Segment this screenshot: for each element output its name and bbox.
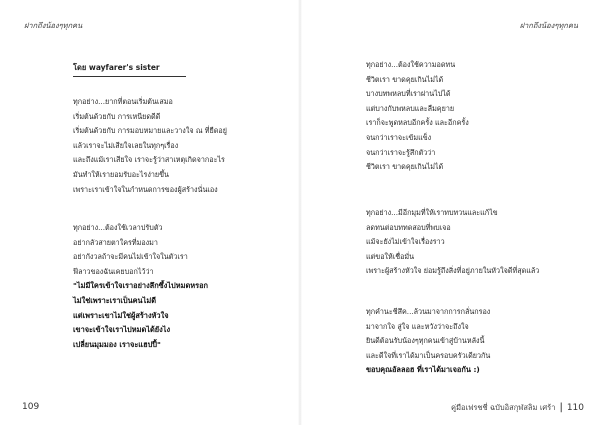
author-byline: โดย wayfarer's sister (73, 63, 160, 72)
right-running-header: ฝากถึงน้องๆทุกคน (519, 21, 578, 30)
left-running-header: ฝากถึงน้องๆทุกคน (24, 21, 83, 30)
text-line: "ไม่มีใครเข้าใจเราอย่างลึกซึ้งไปหมดหรอก (73, 281, 209, 291)
paragraph (366, 305, 490, 378)
text-line: ชีวิตเรา ขาดคุยเกินไม่ได้ (366, 162, 444, 172)
text-line: และถึงแม้เราเสียใจ เราจะรู้ว่าสาเหตุเกิดจากอะไร (73, 155, 225, 165)
text-line: แล้วเราจะไม่เสียใจเลยในทุกๆเรื่อง (73, 140, 179, 150)
text-line: ยินดีต้อนรับน้องๆทุกคนเข้าสู่บ้านหลังนี้ (366, 336, 485, 346)
text-line: จนกว่าเราจะรู้สึกตัวว่า (366, 147, 436, 157)
text-line: บางบทพหลบที่เราผ่านไปได้ (366, 89, 451, 99)
text-line: อย่ากังวลถ้าจะมีคนไม่เข้าใจในตัวเรา (73, 252, 188, 262)
right-footer-book-title: คู่มือเฟรชชี่ ฉบับอิสกุฬสลิม เศร้า (451, 403, 556, 412)
text-line: ชีวิตเรา ขาดคุยเกินไม่ได้ (366, 74, 444, 84)
text-line: ฟีลาวของฉันเคยบอกไว้ว่า (73, 266, 154, 276)
text-line: แต่เพราะเขาไม่ใช่ผู้สร้างหัวใจ (73, 310, 169, 320)
text-line: อย่ากลัวสายตาใครที่มองมา (73, 237, 158, 247)
text-line: จนกว่าเราจะเข้มแข็ง (366, 132, 432, 142)
text-line: ไม่ใช่เพราะเราเป็นคนไม่ดี (73, 295, 157, 305)
text-line: เริ่มต้นด้วยกับ การเหนียดดีดี (73, 111, 161, 121)
text-line: ลดทนต่อบททดสอบที่พบเจอ (366, 222, 451, 232)
right-page (300, 0, 600, 425)
right-page-number: 110 (566, 403, 584, 413)
left-page-number: 109 (22, 402, 40, 412)
author-underline (73, 76, 186, 77)
text-line: เราก็จะพูดหลบอีกครั้ง และอีกครั้ง (366, 118, 469, 128)
text-line: เริ่มต้นด้วยกับ การมอบหมายและวางใจ ณ ที่ยืดอยู่ (73, 126, 227, 136)
text-line: ขอบคุณอัลลอฮ ที่เราได้มาเจอกัน :) (366, 365, 480, 375)
text-line: เปลี่ยนมุมมอง เราจะแฮปปี้" (73, 339, 161, 349)
text-line: และดีใจที่เราได้มาเป็นครอบครัวเดียวกัน (366, 350, 491, 360)
paragraph (73, 221, 208, 352)
footer-separator: | (559, 402, 563, 413)
text-line: แต่บางกับพหลบและลืมคุยาย (366, 103, 455, 113)
right-footer (451, 402, 584, 414)
paragraph (366, 206, 539, 279)
text-line: เพราะเราเข้าใจในกำหนดการของผู้สร้างนั่นเอง (73, 184, 218, 194)
text-line: ทุกอย่าง...ยากที่ตอนเริ่มต้นเสมอ (73, 97, 173, 106)
text-line: แต่ขอให้เชื่อมั่น (366, 251, 415, 261)
text-line: ทุกคำนะชีสึค...ล้วนมาจากการกลั่นกรอง (366, 307, 491, 316)
text-line: มันทำให้เรายอมรับอะไรง่ายขึ้น (73, 169, 169, 179)
text-line: แม้จะยังไม่เข้าใจเรื่องราว (366, 237, 445, 247)
text-line: ทุกอย่าง...มีอีกมุมที่ให้เราทบทวนและแก้ไข (366, 208, 498, 217)
paragraph (366, 58, 469, 175)
text-line: ทุกอย่าง...ต้องใช้ความอดทน (366, 60, 456, 69)
paragraph (73, 95, 227, 197)
text-line: เขาจะเข้าใจเราไปหมดได้ยังไง (73, 325, 171, 335)
text-line: เพราะผู้สร้างหัวใจ ย่อมรู้ถึงสิ่งที่อยู่ภายในหัวใจดีที่สุดแล้ว (366, 266, 540, 276)
text-line: มาจากใจ สู่ใจ และหวังว่าจะถึงใจ (366, 321, 469, 331)
text-line: ทุกอย่าง...ต้องใช้เวลาปรับตัว (73, 223, 163, 232)
